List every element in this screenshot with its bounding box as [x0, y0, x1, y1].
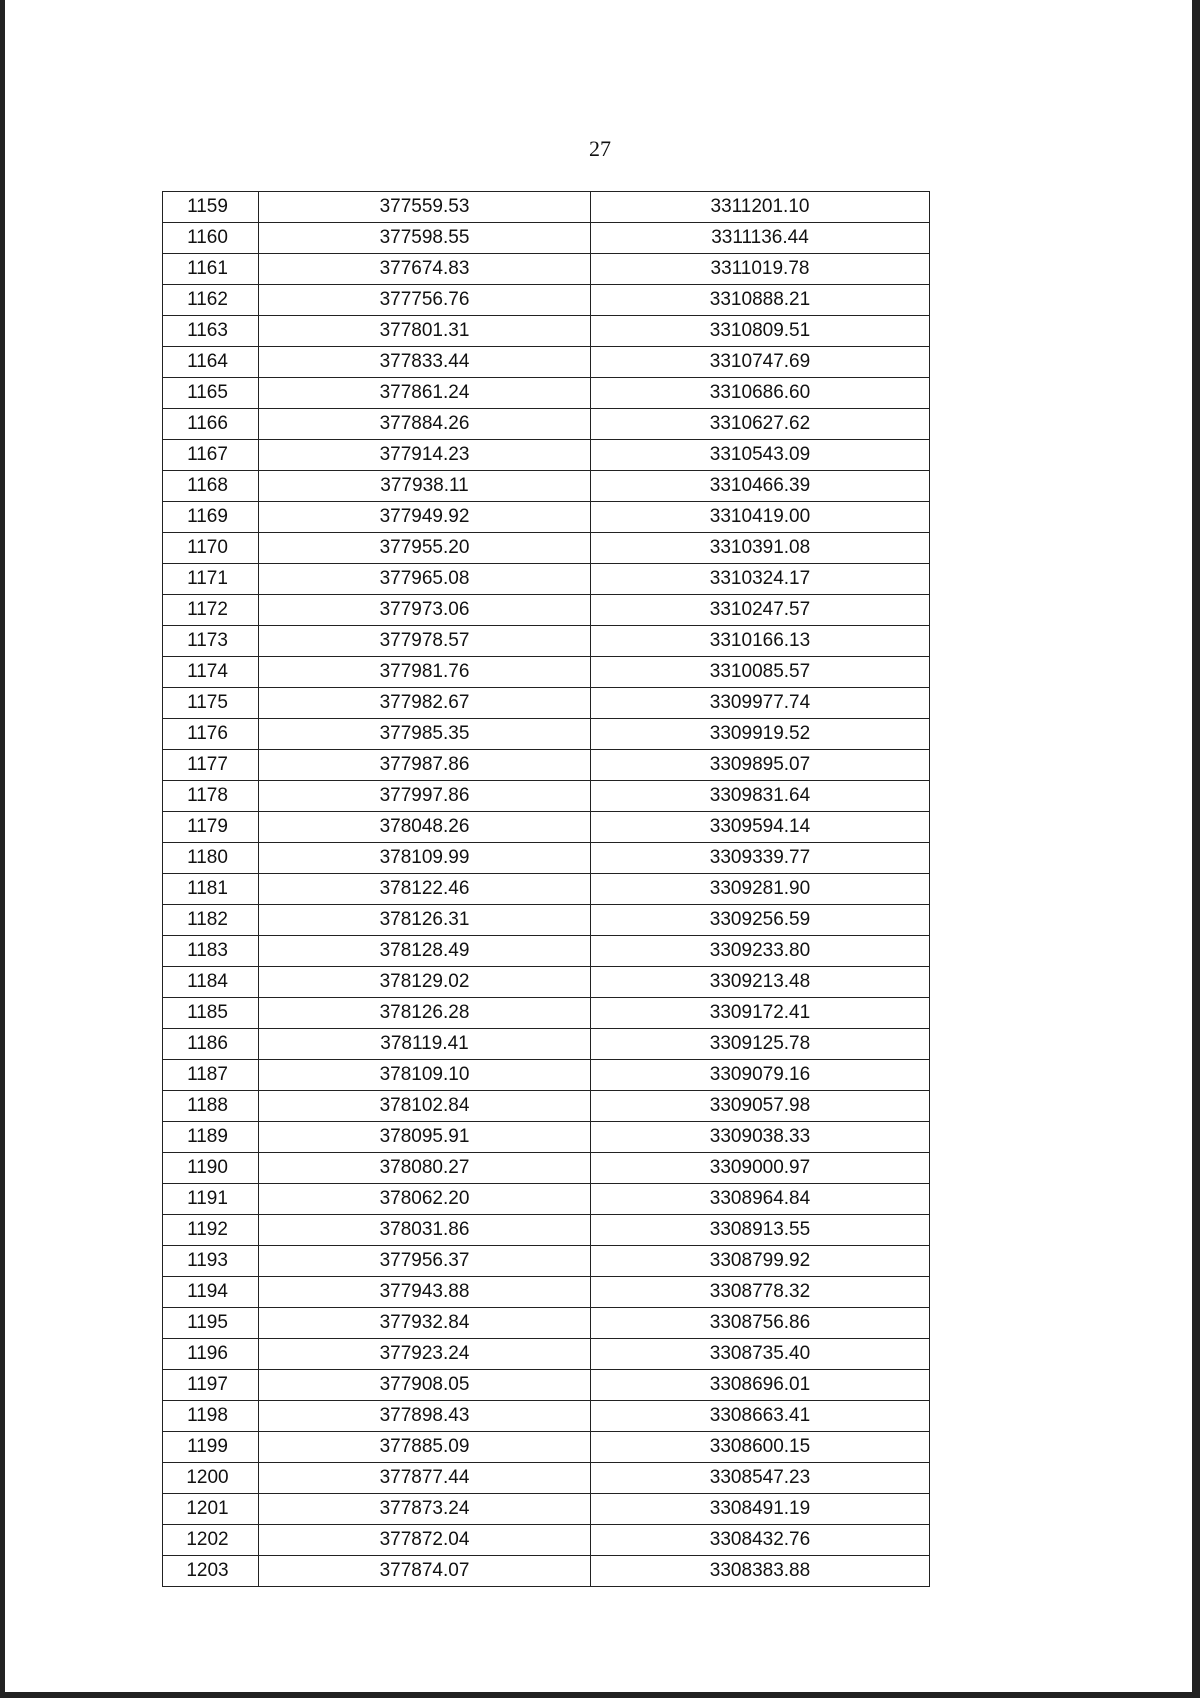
table-row [163, 1277, 930, 1308]
y-coordinate-cell: 3310466.39 [591, 471, 930, 502]
y-coordinate-cell: 3309125.78 [591, 1029, 930, 1060]
x-coordinate-cell: 378119.41 [259, 1029, 591, 1060]
x-coordinate-cell: 377908.05 [259, 1370, 591, 1401]
table-row [163, 936, 930, 967]
point-id-cell: 1178 [163, 781, 259, 812]
point-id-cell: 1181 [163, 874, 259, 905]
table-row [163, 1525, 930, 1556]
x-coordinate-cell: 377965.08 [259, 564, 591, 595]
y-coordinate-cell: 3308432.76 [591, 1525, 930, 1556]
table-row [163, 1246, 930, 1277]
point-id-cell: 1166 [163, 409, 259, 440]
table-row [163, 316, 930, 347]
point-id-cell: 1195 [163, 1308, 259, 1339]
y-coordinate-cell: 3309038.33 [591, 1122, 930, 1153]
y-coordinate-cell: 3309594.14 [591, 812, 930, 843]
table-row [163, 719, 930, 750]
table-row [163, 192, 930, 223]
point-id-cell: 1171 [163, 564, 259, 595]
table-row [163, 905, 930, 936]
table-row [163, 378, 930, 409]
x-coordinate-cell: 377938.11 [259, 471, 591, 502]
point-id-cell: 1179 [163, 812, 259, 843]
table-row [163, 1215, 930, 1246]
y-coordinate-cell: 3309057.98 [591, 1091, 930, 1122]
point-id-cell: 1198 [163, 1401, 259, 1432]
table-row [163, 502, 930, 533]
point-id-cell: 1183 [163, 936, 259, 967]
y-coordinate-cell: 3308600.15 [591, 1432, 930, 1463]
table-row [163, 471, 930, 502]
point-id-cell: 1193 [163, 1246, 259, 1277]
y-coordinate-cell: 3308756.86 [591, 1308, 930, 1339]
scan-edge-left [0, 0, 5, 1698]
x-coordinate-cell: 378109.99 [259, 843, 591, 874]
x-coordinate-cell: 377982.67 [259, 688, 591, 719]
x-coordinate-cell: 378122.46 [259, 874, 591, 905]
x-coordinate-cell: 378095.91 [259, 1122, 591, 1153]
coordinate-table [162, 191, 930, 1587]
x-coordinate-cell: 378109.10 [259, 1060, 591, 1091]
x-coordinate-cell: 377949.92 [259, 502, 591, 533]
x-coordinate-cell: 378062.20 [259, 1184, 591, 1215]
y-coordinate-cell: 3309172.41 [591, 998, 930, 1029]
point-id-cell: 1189 [163, 1122, 259, 1153]
y-coordinate-cell: 3309977.74 [591, 688, 930, 719]
page-number: 27 [589, 136, 611, 161]
table-row [163, 874, 930, 905]
x-coordinate-cell: 378102.84 [259, 1091, 591, 1122]
table-row [163, 688, 930, 719]
table-row [163, 347, 930, 378]
y-coordinate-cell: 3308913.55 [591, 1215, 930, 1246]
y-coordinate-cell: 3309281.90 [591, 874, 930, 905]
y-coordinate-cell: 3309919.52 [591, 719, 930, 750]
point-id-cell: 1194 [163, 1277, 259, 1308]
table-row [163, 440, 930, 471]
x-coordinate-cell: 377756.76 [259, 285, 591, 316]
y-coordinate-cell: 3309213.48 [591, 967, 930, 998]
y-coordinate-cell: 3310747.69 [591, 347, 930, 378]
x-coordinate-cell: 378080.27 [259, 1153, 591, 1184]
table-row [163, 626, 930, 657]
table-row [163, 1122, 930, 1153]
point-id-cell: 1161 [163, 254, 259, 285]
table-row [163, 843, 930, 874]
point-id-cell: 1164 [163, 347, 259, 378]
point-id-cell: 1196 [163, 1339, 259, 1370]
table-row [163, 223, 930, 254]
x-coordinate-cell: 377877.44 [259, 1463, 591, 1494]
point-id-cell: 1191 [163, 1184, 259, 1215]
table-row [163, 1401, 930, 1432]
x-coordinate-cell: 377801.31 [259, 316, 591, 347]
table-row [163, 254, 930, 285]
table-row [163, 533, 930, 564]
x-coordinate-cell: 377861.24 [259, 378, 591, 409]
y-coordinate-cell: 3308383.88 [591, 1556, 930, 1587]
y-coordinate-cell: 3310324.17 [591, 564, 930, 595]
y-coordinate-cell: 3310419.00 [591, 502, 930, 533]
x-coordinate-cell: 378128.49 [259, 936, 591, 967]
y-coordinate-cell: 3310247.57 [591, 595, 930, 626]
table-row [163, 1370, 930, 1401]
x-coordinate-cell: 377874.07 [259, 1556, 591, 1587]
y-coordinate-cell: 3310686.60 [591, 378, 930, 409]
y-coordinate-cell: 3310888.21 [591, 285, 930, 316]
y-coordinate-cell: 3310543.09 [591, 440, 930, 471]
x-coordinate-cell: 377914.23 [259, 440, 591, 471]
x-coordinate-cell: 377973.06 [259, 595, 591, 626]
x-coordinate-cell: 378129.02 [259, 967, 591, 998]
table-row [163, 1556, 930, 1587]
scan-edge-right [1192, 0, 1200, 1698]
x-coordinate-cell: 377956.37 [259, 1246, 591, 1277]
x-coordinate-cell: 377884.26 [259, 409, 591, 440]
point-id-cell: 1162 [163, 285, 259, 316]
table-row [163, 285, 930, 316]
y-coordinate-cell: 3309831.64 [591, 781, 930, 812]
table-row [163, 1060, 930, 1091]
point-id-cell: 1174 [163, 657, 259, 688]
coordinate-table-body [163, 192, 930, 1587]
point-id-cell: 1175 [163, 688, 259, 719]
point-id-cell: 1165 [163, 378, 259, 409]
x-coordinate-cell: 377885.09 [259, 1432, 591, 1463]
y-coordinate-cell: 3309256.59 [591, 905, 930, 936]
point-id-cell: 1184 [163, 967, 259, 998]
point-id-cell: 1168 [163, 471, 259, 502]
table-row [163, 564, 930, 595]
point-id-cell: 1163 [163, 316, 259, 347]
point-id-cell: 1177 [163, 750, 259, 781]
point-id-cell: 1176 [163, 719, 259, 750]
point-id-cell: 1186 [163, 1029, 259, 1060]
table-row [163, 1339, 930, 1370]
y-coordinate-cell: 3308735.40 [591, 1339, 930, 1370]
x-coordinate-cell: 377598.55 [259, 223, 591, 254]
point-id-cell: 1185 [163, 998, 259, 1029]
x-coordinate-cell: 378126.31 [259, 905, 591, 936]
x-coordinate-cell: 378031.86 [259, 1215, 591, 1246]
x-coordinate-cell: 377981.76 [259, 657, 591, 688]
x-coordinate-cell: 377674.83 [259, 254, 591, 285]
y-coordinate-cell: 3309895.07 [591, 750, 930, 781]
point-id-cell: 1187 [163, 1060, 259, 1091]
y-coordinate-cell: 3310627.62 [591, 409, 930, 440]
table-row [163, 750, 930, 781]
point-id-cell: 1172 [163, 595, 259, 626]
point-id-cell: 1197 [163, 1370, 259, 1401]
point-id-cell: 1190 [163, 1153, 259, 1184]
y-coordinate-cell: 3310809.51 [591, 316, 930, 347]
table-row [163, 657, 930, 688]
y-coordinate-cell: 3308547.23 [591, 1463, 930, 1494]
table-row [163, 1463, 930, 1494]
table-row [163, 1029, 930, 1060]
x-coordinate-cell: 377987.86 [259, 750, 591, 781]
point-id-cell: 1180 [163, 843, 259, 874]
x-coordinate-cell: 377833.44 [259, 347, 591, 378]
table-row [163, 998, 930, 1029]
point-id-cell: 1199 [163, 1432, 259, 1463]
table-row [163, 1091, 930, 1122]
y-coordinate-cell: 3309233.80 [591, 936, 930, 967]
point-id-cell: 1203 [163, 1556, 259, 1587]
y-coordinate-cell: 3308696.01 [591, 1370, 930, 1401]
point-id-cell: 1170 [163, 533, 259, 564]
x-coordinate-cell: 377955.20 [259, 533, 591, 564]
point-id-cell: 1160 [163, 223, 259, 254]
x-coordinate-cell: 377978.57 [259, 626, 591, 657]
y-coordinate-cell: 3310391.08 [591, 533, 930, 564]
y-coordinate-cell: 3310166.13 [591, 626, 930, 657]
x-coordinate-cell: 377873.24 [259, 1494, 591, 1525]
x-coordinate-cell: 377559.53 [259, 192, 591, 223]
point-id-cell: 1167 [163, 440, 259, 471]
x-coordinate-cell: 377997.86 [259, 781, 591, 812]
x-coordinate-cell: 377898.43 [259, 1401, 591, 1432]
x-coordinate-cell: 378048.26 [259, 812, 591, 843]
point-id-cell: 1192 [163, 1215, 259, 1246]
table-row [163, 1432, 930, 1463]
table-row [163, 1308, 930, 1339]
y-coordinate-cell: 3311136.44 [591, 223, 930, 254]
y-coordinate-cell: 3310085.57 [591, 657, 930, 688]
point-id-cell: 1201 [163, 1494, 259, 1525]
table-row [163, 812, 930, 843]
point-id-cell: 1169 [163, 502, 259, 533]
x-coordinate-cell: 377985.35 [259, 719, 591, 750]
y-coordinate-cell: 3311019.78 [591, 254, 930, 285]
point-id-cell: 1200 [163, 1463, 259, 1494]
y-coordinate-cell: 3308964.84 [591, 1184, 930, 1215]
table-row [163, 1184, 930, 1215]
point-id-cell: 1159 [163, 192, 259, 223]
table-row [163, 781, 930, 812]
y-coordinate-cell: 3308799.92 [591, 1246, 930, 1277]
table-row [163, 595, 930, 626]
point-id-cell: 1202 [163, 1525, 259, 1556]
point-id-cell: 1182 [163, 905, 259, 936]
table-row [163, 1153, 930, 1184]
table-row [163, 967, 930, 998]
point-id-cell: 1173 [163, 626, 259, 657]
y-coordinate-cell: 3309339.77 [591, 843, 930, 874]
x-coordinate-cell: 378126.28 [259, 998, 591, 1029]
point-id-cell: 1188 [163, 1091, 259, 1122]
x-coordinate-cell: 377872.04 [259, 1525, 591, 1556]
scan-edge-bottom [0, 1692, 1200, 1698]
y-coordinate-cell: 3311201.10 [591, 192, 930, 223]
x-coordinate-cell: 377932.84 [259, 1308, 591, 1339]
table-row [163, 409, 930, 440]
y-coordinate-cell: 3308778.32 [591, 1277, 930, 1308]
y-coordinate-cell: 3308491.19 [591, 1494, 930, 1525]
x-coordinate-cell: 377923.24 [259, 1339, 591, 1370]
table-row [163, 1494, 930, 1525]
y-coordinate-cell: 3309079.16 [591, 1060, 930, 1091]
y-coordinate-cell: 3309000.97 [591, 1153, 930, 1184]
y-coordinate-cell: 3308663.41 [591, 1401, 930, 1432]
x-coordinate-cell: 377943.88 [259, 1277, 591, 1308]
